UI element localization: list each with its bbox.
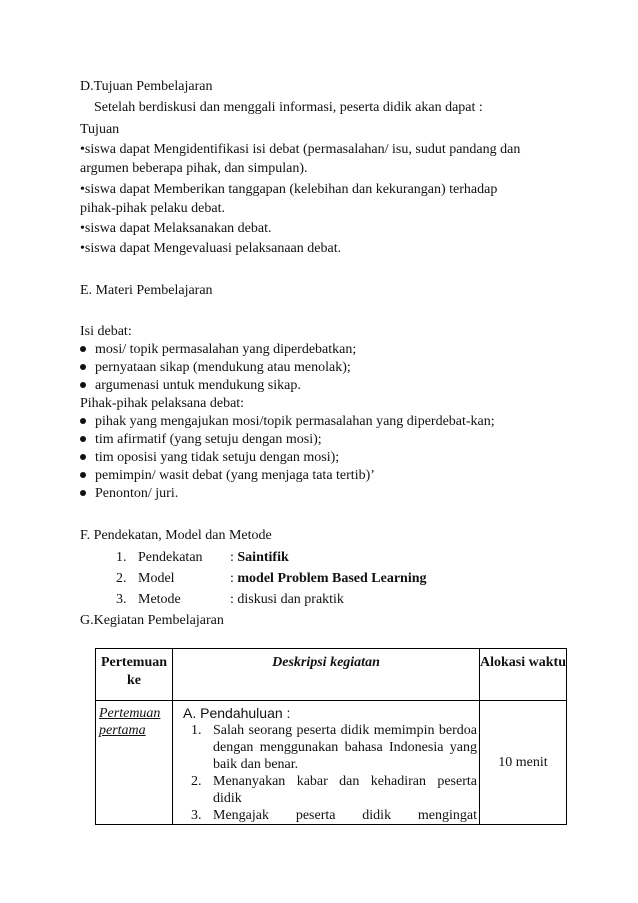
deskripsi-cell [173,701,480,825]
list-item: Penonton/ juri. [80,485,178,503]
list-item: mosi/ topik permasalahan yang diperdebatkan; [80,341,356,359]
bullet-icon [80,418,86,424]
bullet-icon [80,382,86,388]
model-value: model Problem Based Learning [237,571,427,586]
list-item: 2. Menanyakan kabar dan kehadiran peserta didik [191,774,477,806]
header-pertemuan: Pertemuan ke [96,649,173,701]
pertemuan-cell: Pertemuan pertama [96,701,173,825]
header-alokasi: Alokasi waktu [480,649,567,701]
list-item: tim oposisi yang tidak setuju dengan mosi); [80,449,339,467]
bullet-icon [80,490,86,496]
tujuan-line: argumen beberapa pihak, dan simpulan). [80,161,308,176]
metode-value: diskusi dan praktik [237,592,344,607]
section-f-heading: F. Pendekatan, Model dan Metode [80,528,272,543]
list-item: pernyataan sikap (mendukung atau menolak); [80,359,351,377]
alokasi-cell: 10 menit [480,701,567,825]
section-d-intro: Setelah berdiskusi dan menggali informasi, peserta didik akan dapat : [94,100,483,115]
header-deskripsi: Deskripsi kegiatan [173,649,480,701]
bullet-icon [80,472,86,478]
tujuan-line: pihak-pihak pelaku debat. [80,201,226,216]
pendekatan-value: Saintifik [237,550,289,565]
list-item: tim afirmatif (yang setuju dengan mosi); [80,431,322,449]
bullet-icon [80,364,86,370]
list-item: 3. Mengajak peserta didik mengingat [191,808,477,823]
list-item: pihak yang mengajukan mosi/topik permasalahan yang diperdebat-kan; [80,413,495,431]
table-row [96,701,567,825]
list-item: pemimpin/ wasit debat (yang menjaga tata tertib)’ [80,467,375,485]
table-header-row [96,649,567,701]
section-g-heading: G.Kegiatan Pembelajaran [80,613,224,628]
pihak-label: Pihak-pihak pelaksana debat: [80,396,245,411]
steps-list [183,722,479,824]
section-d-label: Tujuan [80,122,120,137]
isi-debat-label: Isi debat: [80,324,132,339]
list-item: 3. Metode : diskusi dan praktik [116,592,344,607]
tujuan-line: •siswa dapat Mengidentifikasi isi debat (permasalahan/ isu, sudut pandang dan [80,142,521,157]
tujuan-line: •siswa dapat Melaksanakan debat. [80,221,272,236]
bullet-icon [80,346,86,352]
bullet-icon [80,454,86,460]
list-item: argumenasi untuk mendukung sikap. [80,377,301,395]
tujuan-line: •siswa dapat Memberikan tanggapan (kelebihan dan kekurangan) terhadap [80,182,498,197]
section-d-heading: D.Tujuan Pembelajaran [80,79,213,94]
bullet-icon [80,436,86,442]
list-item: 2. Model : model Problem Based Learning [116,571,427,586]
kegiatan-table [95,648,567,825]
list-item: 1. Pendekatan : Saintifik [116,550,289,565]
pendahuluan-subheading: A. Pendahuluan : [183,705,291,721]
tujuan-line: •siswa dapat Mengevaluasi pelaksanaan debat. [80,241,342,256]
section-e-heading: E. Materi Pembelajaran [80,283,213,298]
list-item: 1. Salah seorang peserta didik memimpin berdoa dengan menggunakan bahasa Indonesia yang baik dan benar. [191,723,477,772]
